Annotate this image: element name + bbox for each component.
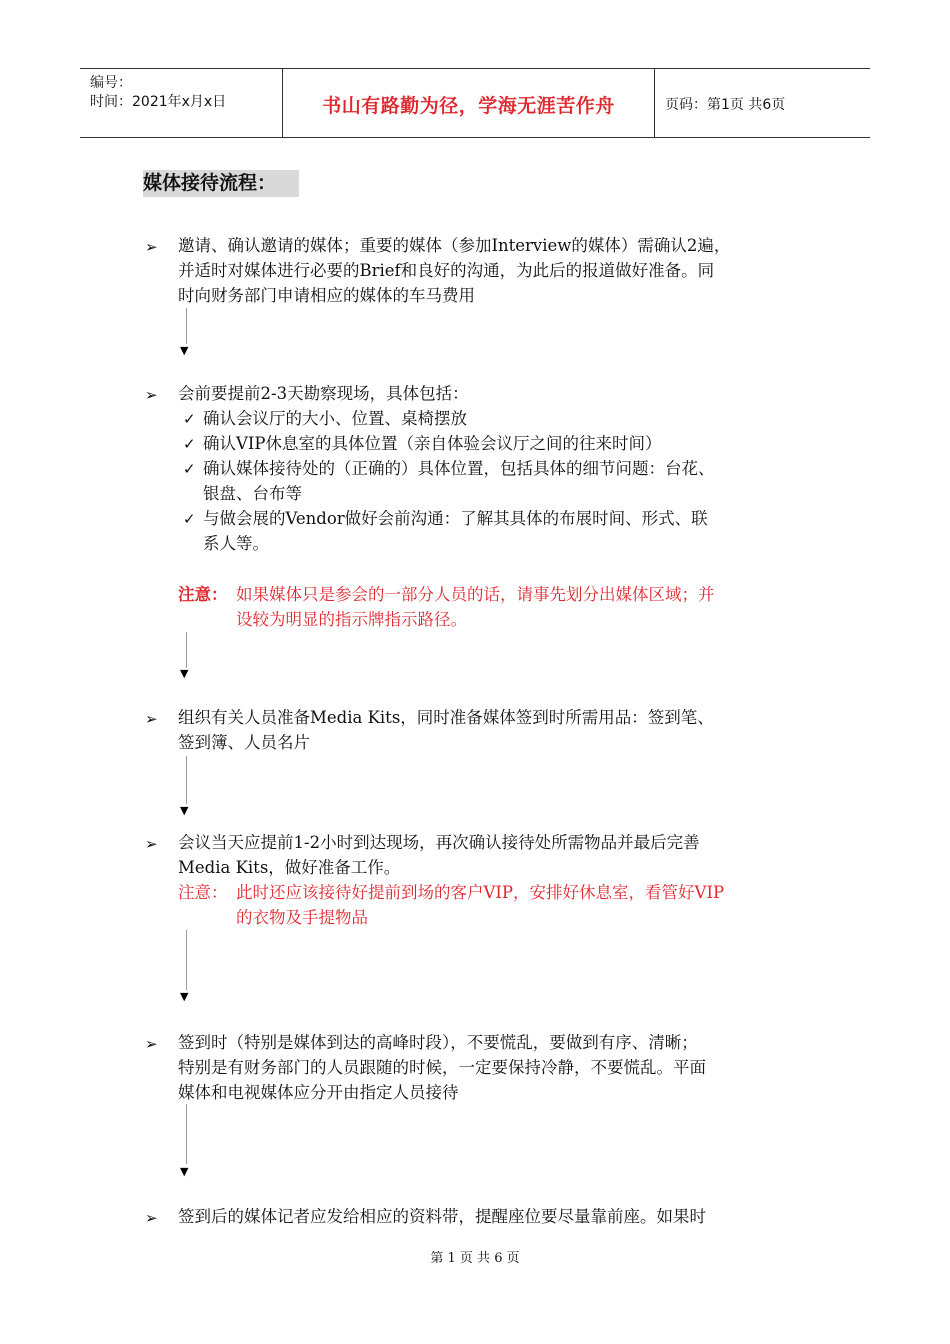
step-6-text: 签到后的媒体记者应发给相应的资料带，提醒座位要尽量靠前座。如果时 [178, 1207, 706, 1226]
header-page-number: 页码：第1页 共6页 [665, 97, 786, 113]
check-icon: ✓ [183, 410, 196, 428]
flow-connector-line [186, 756, 187, 804]
bullet-icon: ➢ [145, 386, 158, 404]
header-motto-cell [283, 69, 655, 137]
step-2-note-text: 如果媒体只是参会的一部分人员的话，请事先划分出媒体区域；并 设较为明显的指示牌指示路径。 [236, 585, 715, 629]
flow-connector-line [186, 930, 187, 990]
step-5-text: 签到时（特别是媒体到达的高峰时段），不要慌乱，要做到有序、清晰； 特别是有财务部门的人员跟随的时候，一定要保持冷静，不要慌乱。平面 媒体和电视媒体应分开由指定人员接待 [178, 1033, 706, 1102]
step-2-note-label: 注意： [178, 585, 228, 604]
step-4-note-label: 注意： [178, 883, 228, 902]
check-icon: ✓ [183, 460, 196, 478]
flow-connector-line [186, 1104, 187, 1164]
flow-connector-line [186, 632, 187, 668]
step-2-check-2: 确认VIP休息室的具体位置（亲自体验会议厅之间的往来时间） [203, 434, 662, 453]
bullet-icon: ➢ [145, 1035, 158, 1053]
page-header [80, 68, 870, 138]
down-arrow-icon: ▼ [180, 1165, 189, 1178]
check-icon: ✓ [183, 435, 196, 453]
down-arrow-icon: ▼ [180, 667, 189, 680]
step-2-check-3: 确认媒体接待处的（正确的）具体位置，包括具体的细节问题：台花、 银盘、台布等 [203, 459, 715, 503]
bullet-icon: ➢ [145, 710, 158, 728]
document-title: 媒体接待流程： [143, 170, 299, 197]
down-arrow-icon: ▼ [180, 804, 189, 817]
step-2-text: 会前要提前2-3天勘察现场，具体包括： [178, 384, 469, 403]
document-number-label: 编号： [90, 75, 132, 91]
page-footer: 第 1 页 共 6 页 [430, 1251, 520, 1266]
header-motto: 书山有路勤为径，学海无涯苦作舟 [322, 95, 615, 117]
bullet-icon: ➢ [145, 835, 158, 853]
bullet-icon: ➢ [145, 238, 158, 256]
step-1-text: 邀请、确认邀请的媒体；重要的媒体（参加Interview的媒体）需确认2遍， 并适时对媒体进行必要的Brief和良好的沟通，为此后的报道做好准备。同 时向财务部门申请相应的媒体的车马费用 [178, 236, 731, 305]
step-3-text: 组织有关人员准备Media Kits，同时准备媒体签到时所需用品：签到笔、 签到簿、人员名片 [178, 708, 714, 752]
step-4-note-text: 此时还应该接待好提前到场的客户VIP，安排好休息室，看管好VIP 的衣物及手提物品 [236, 883, 725, 927]
step-2-check-4: 与做会展的Vendor做好会前沟通：了解其具体的布展时间、形式、联 系人等。 [203, 509, 708, 553]
down-arrow-icon: ▼ [180, 990, 189, 1003]
check-icon: ✓ [183, 510, 196, 528]
step-4-text: 会议当天应提前1-2小时到达现场，再次确认接待处所需物品并最后完善 Media Kits，做好准备工作。 [178, 833, 700, 877]
header-page-cell [655, 69, 870, 137]
down-arrow-icon: ▼ [180, 344, 189, 357]
document-date: 时间：2021年x月x日 [90, 94, 227, 110]
flow-connector-line [186, 308, 187, 344]
header-meta-cell [80, 69, 283, 137]
step-2-check-1: 确认会议厅的大小、位置、桌椅摆放 [203, 409, 467, 428]
bullet-icon: ➢ [145, 1209, 158, 1227]
